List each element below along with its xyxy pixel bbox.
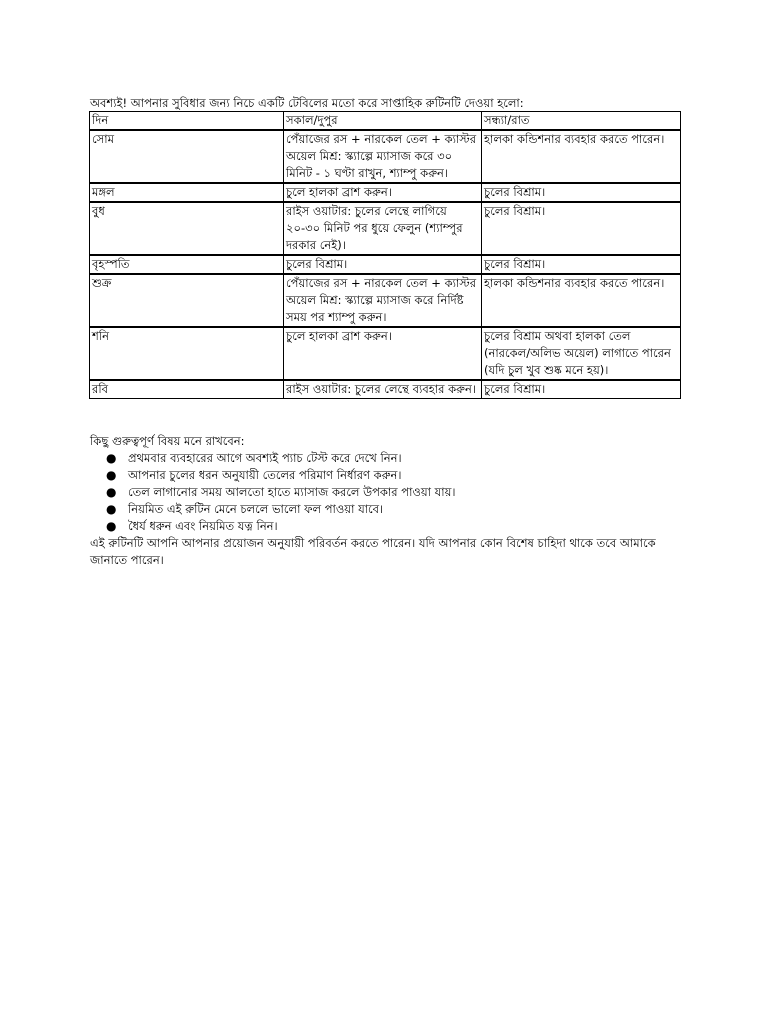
list-item [90,450,690,467]
table-row [90,327,681,380]
bullet-icon: ● [106,502,117,516]
notes-list [90,450,690,535]
closing-text: এই রুটিনটি আপনি আপনার প্রয়োজন অনুযায়ী পরিবর্তন করতে পারেন। যদি আপনার কোন বিশেষ চাহিদা থাকে তবে আমাকে জানাতে পারেন। [90,536,656,567]
evening-cell: চুলের বিশ্রাম। [482,183,681,202]
notes-section [90,433,690,569]
table-row [90,380,681,399]
list-item [90,484,690,501]
list-item [90,467,690,484]
morning-cell: পেঁয়াজের রস + নারকেল তেল + ক্যাস্টর অয়েল মিশ্র: স্ক্যাল্পে ম্যাসাজ করে ৩০ মিনিট - ১ ঘণ্টা রাখুন, শ্যাম্পু করুন। [284,130,482,183]
evening-cell: চুলের বিশ্রাম অথবা হালকা তেল (নারকেল/অলিভ অয়েল) লাগাতে পারেন (যদি চুল খুব শুষ্ক মনে হয়)। [482,327,681,380]
bullet-icon: ● [106,468,117,482]
table-row [90,183,681,202]
list-item [90,518,690,535]
header-evening: সন্ধ্যা/রাত [482,112,681,131]
table-header-row [90,112,681,131]
day-cell: শুক্র [90,274,284,327]
table-row [90,202,681,255]
table-row [90,255,681,274]
day-cell: রবি [90,380,284,399]
evening-cell: হালকা কন্ডিশনার ব্যবহার করতে পারেন। [482,274,681,327]
morning-cell: রাইস ওয়াটার: চুলের লেন্থে ব্যবহার করুন। [284,380,482,399]
bullet-icon: ● [106,519,117,533]
day-cell: বৃহস্পতি [90,255,284,274]
table-row [90,274,681,327]
morning-cell: চুলের বিশ্রাম। [284,255,482,274]
morning-cell: চুলে হালকা ব্রাশ করুন। [284,327,482,380]
notes-title: কিছু গুরুত্বপূর্ণ বিষয় মনে রাখবেন: [90,434,245,448]
intro-text: অবশ্যই! আপনার সুবিধার জন্য নিচে একটি টেবিলের মতো করে সাপ্তাহিক রুটিনটি দেওয়া হলো: [90,96,524,110]
day-cell: বুধ [90,202,284,255]
bullet-icon: ● [106,485,117,499]
list-item-text: প্রথমবার ব্যবহারের আগে অবশ্যই প্যাচ টেস্ট করে দেখে নিন। [128,451,402,465]
evening-cell: হালকা কন্ডিশনার ব্যবহার করতে পারেন। [482,130,681,183]
list-item-text: নিয়মিত এই রুটিন মেনে চললে ভালো ফল পাওয়া যাবে। [128,502,384,516]
header-morning: সকাল/দুপুর [284,112,482,131]
list-item-text: ধৈর্য ধরুন এবং নিয়মিত যত্ন নিন। [128,519,278,533]
list-item [90,501,690,518]
evening-cell: চুলের বিশ্রাম। [482,380,681,399]
evening-cell: চুলের বিশ্রাম। [482,255,681,274]
day-cell: শনি [90,327,284,380]
header-day: দিন [90,112,284,131]
list-item-text: তেল লাগানোর সময় আলতো হাতে ম্যাসাজ করলে উপকার পাওয়া যায়। [128,485,456,499]
morning-cell: চুলে হালকা ব্রাশ করুন। [284,183,482,202]
weekly-routine-table [89,111,681,399]
morning-cell: পেঁয়াজের রস + নারকেল তেল + ক্যাস্টর অয়েল মিশ্র: স্ক্যাল্পে ম্যাসাজ করে নির্দিষ্ট সময় পর শ্যাম্পু করুন। [284,274,482,327]
day-cell: সোম [90,130,284,183]
list-item-text: আপনার চুলের ধরন অনুযায়ী তেলের পরিমাণ নির্ধারণ করুন। [128,468,402,482]
evening-cell: চুলের বিশ্রাম। [482,202,681,255]
table-row [90,130,681,183]
day-cell: মঙ্গল [90,183,284,202]
bullet-icon: ● [106,451,117,465]
morning-cell: রাইস ওয়াটার: চুলের লেন্থে লাগিয়ে ২০-৩০ মিনিট পর ধুয়ে ফেলুন (শ্যাম্পুর দরকার নেই)। [284,202,482,255]
